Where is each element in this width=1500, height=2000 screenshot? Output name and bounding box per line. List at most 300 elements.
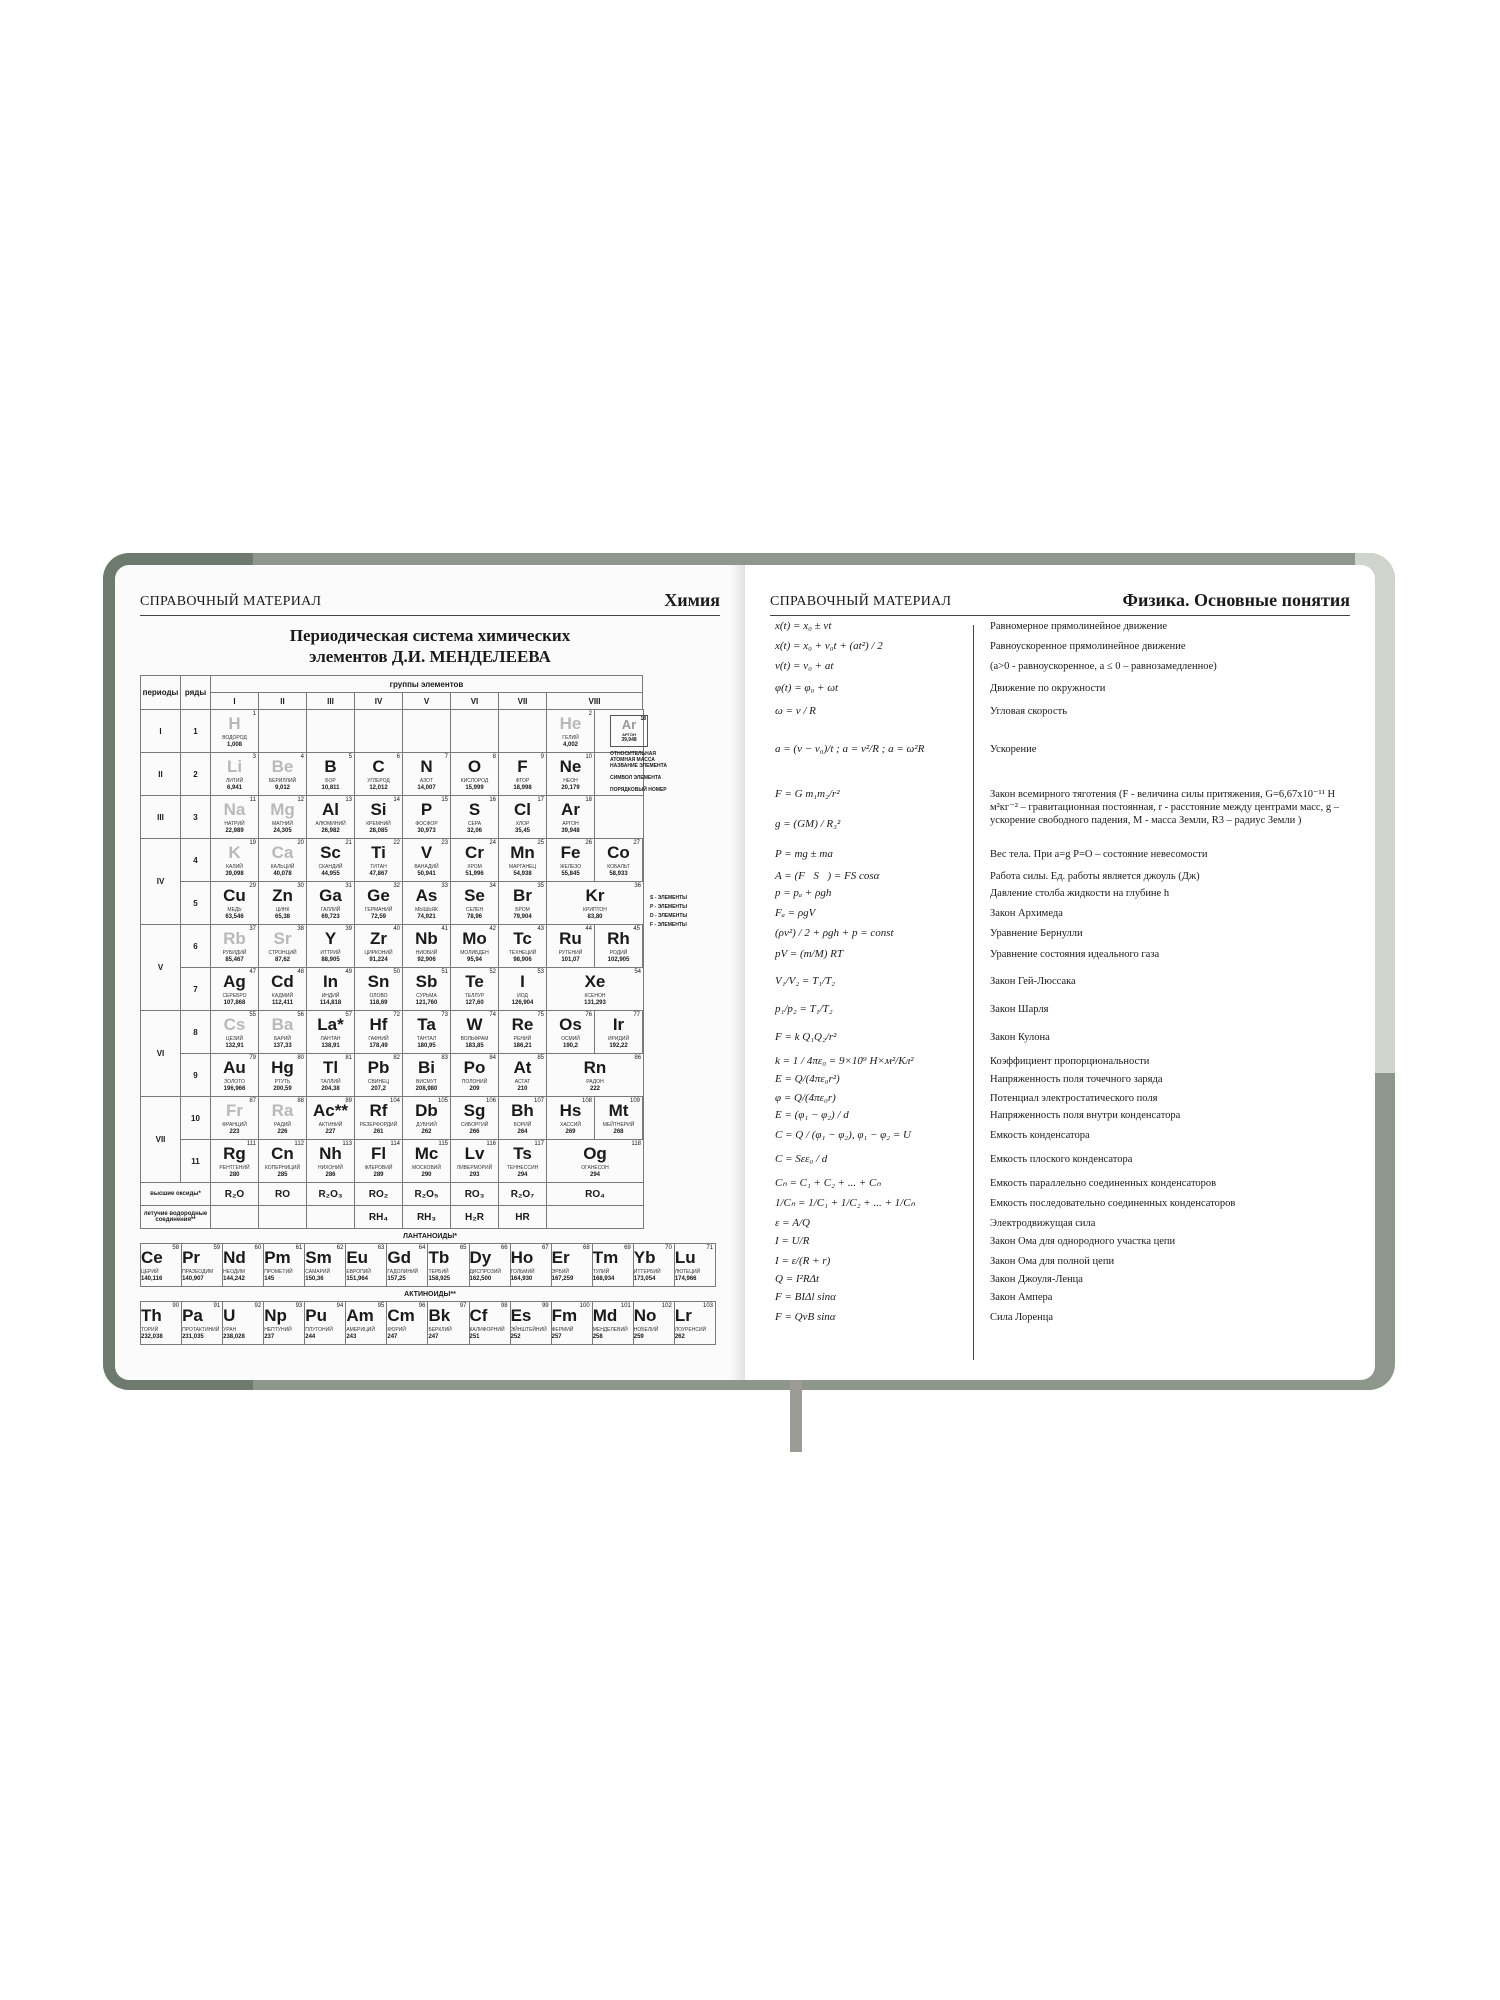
row-label: 1 [181, 710, 211, 753]
atomic-number: 7 [444, 754, 448, 760]
element-symbol: Xe [584, 972, 606, 991]
physics-description: Закон всемирного тяготения (F - величина силы притяжения, G=6,67x10⁻¹¹ Н м²кг⁻² – гравитационная постоянная, r - расстояние между центрами масс, g – ускорение свободного падения, М - масса Земли, R3 – радиус Земли ) [990, 789, 1339, 826]
element-name: БАРИЙ [273, 1036, 292, 1042]
atomic-number: 50 [393, 969, 400, 975]
oxides-label: высшие оксиды* [141, 1183, 211, 1206]
row-label: 7 [181, 968, 211, 1011]
atomic-number: 29 [249, 883, 256, 889]
legend-caption: ОТНОСИТЕЛЬНАЯ АТОМНАЯ МАССА [610, 751, 656, 763]
element-symbol: Pu [305, 1306, 327, 1325]
element-cell [547, 1097, 594, 1139]
atomic-number: 58 [172, 1245, 180, 1251]
hydrides-formula [259, 1206, 307, 1229]
element-cell [403, 753, 450, 795]
physics-formula: V₁/V₂ = T₁/T₂ [775, 975, 836, 987]
atomic-mass: 22,989 [225, 828, 244, 834]
physics-description: Равноускоренное прямолинейное движение [990, 641, 1186, 652]
element-name: ТЕРБИЙ [428, 1269, 449, 1275]
element-cell [355, 839, 402, 881]
element-name: БОР [325, 778, 336, 784]
element-name: УРАН [223, 1327, 237, 1333]
element-symbol: Mt [608, 1101, 629, 1120]
element-name: ПЛУТОНИЙ [305, 1327, 333, 1333]
element-cell [182, 1244, 222, 1286]
oxides-formula: R₂O₃ [307, 1183, 355, 1206]
atomic-number: 30 [297, 883, 304, 889]
element-cell [593, 1302, 633, 1344]
physics-formula: E = Q/(4πε₀r²) [775, 1073, 840, 1085]
element-cell [547, 753, 594, 795]
element-cell [223, 1302, 263, 1344]
physics-formula: E = (φ₁ − φ₂) / d [775, 1109, 849, 1121]
element-name: АЗОТ [419, 778, 434, 784]
element-symbol: Er [551, 1248, 570, 1267]
element-symbol: Y [324, 929, 337, 948]
element-name: АКТИНИЙ [318, 1122, 343, 1128]
element-symbol: Ir [612, 1015, 625, 1034]
element-name: ВОДОРОД [222, 735, 247, 741]
element-symbol: Yb [633, 1248, 656, 1267]
element-name: МОСКОВИЙ [412, 1165, 441, 1171]
atomic-number: 32 [393, 883, 400, 889]
element-symbol: Bk [428, 1306, 451, 1325]
physics-formula: k = 1 / 4πε₀ = 9×10⁹ Н×м²/Кл² [775, 1055, 914, 1067]
element-cell [387, 1244, 427, 1286]
groups-header: группы элементов [211, 676, 643, 693]
element-name: НИОБИЙ [415, 950, 438, 956]
period-label: VII [141, 1097, 181, 1183]
atomic-number: 62 [336, 1245, 344, 1251]
periodic-table [140, 675, 644, 1229]
element-cell [451, 968, 498, 1010]
element-name: ПРОМЕТИЙ [264, 1269, 293, 1275]
atomic-number: 68 [583, 1245, 590, 1251]
element-name: РУБИДИЙ [222, 950, 247, 956]
element-symbol: Db [415, 1101, 438, 1120]
atomic-number: 99 [541, 1303, 549, 1309]
legend-sample-symbol: Ar [621, 717, 637, 732]
element-cell [595, 1097, 642, 1139]
physics-description: Вес тела. При a=g P=O – состояние невесомости [990, 849, 1208, 860]
element-name: ЛИТИЙ [225, 778, 244, 784]
atomic-mass: 167,259 [551, 1276, 574, 1282]
element-name: КАДМИЙ [271, 993, 294, 999]
element-cell [387, 1302, 427, 1344]
element-symbol: Kr [585, 886, 605, 905]
element-cell [451, 839, 498, 881]
oxides-formula: RO₂ [355, 1183, 403, 1206]
element-name: ИТТЕРБИЙ [633, 1269, 661, 1275]
element-cell [211, 710, 258, 752]
atomic-mass: 285 [277, 1172, 288, 1178]
physics-formula: F = BIΔl sinα [775, 1291, 836, 1303]
element-symbol: Si [370, 800, 387, 819]
atomic-mass: 54,938 [513, 871, 532, 877]
element-cell [355, 1140, 402, 1182]
element-name: ЦЕЗИЙ [225, 1036, 244, 1042]
element-cell [307, 925, 354, 967]
atomic-mass: 9,012 [274, 785, 290, 791]
element-cell [547, 1011, 594, 1053]
element-name: КРИПТОН [583, 907, 607, 913]
element-symbol: At [513, 1058, 532, 1077]
element-name: БРОМ [515, 907, 530, 913]
element-name: СВИНЕЦ [367, 1079, 390, 1085]
element-name: НЕПТУНИЙ [264, 1327, 292, 1333]
atomic-mass: 88,905 [321, 957, 340, 963]
element-symbol: Ac** [313, 1101, 348, 1120]
row-label: 6 [181, 925, 211, 968]
element-symbol: Br [513, 886, 532, 905]
periodic-table-title-line-2: элементов Д.И. МЕНДЕЛЕЕВА [309, 647, 551, 666]
hydrides-formula [547, 1206, 644, 1229]
atomic-mass: 50,941 [417, 871, 436, 877]
element-symbol: O [467, 757, 482, 776]
oxides-formula: R₂O [211, 1183, 259, 1206]
physics-formula: A = (F⃗S⃗) = FS cosα [775, 870, 880, 882]
atomic-mass: 40,078 [273, 871, 292, 877]
atomic-mass: 55,845 [561, 871, 580, 877]
physics-description: Работа силы. Ед. работы является джоуль (Дж) [990, 871, 1200, 882]
element-cell [141, 1244, 181, 1286]
element-cell [499, 839, 546, 881]
physics-formula: p₁/p₂ = T₁/T₂ [775, 1003, 833, 1015]
physics-formula: g = (GM) / R₃² [775, 818, 841, 830]
element-symbol: Eu [346, 1248, 369, 1267]
element-name: ВИСМУТ [416, 1079, 437, 1085]
element-name: ВОЛЬФРАМ [460, 1036, 489, 1042]
element-cell [307, 1011, 354, 1053]
physics-description: Уравнение состояния идеального газа [990, 949, 1160, 960]
atomic-number: 26 [585, 840, 592, 846]
atomic-number: 87 [249, 1098, 256, 1104]
element-name: КЮРИЙ [387, 1327, 406, 1333]
element-symbol: K [228, 843, 241, 862]
periodic-table-title-line-1: Периодическая система химических [289, 626, 571, 645]
group-label: VII [499, 693, 547, 710]
atomic-number: 48 [297, 969, 304, 975]
element-symbol: Pm [264, 1248, 291, 1267]
element-symbol: He [559, 714, 582, 733]
atomic-number: 72 [393, 1012, 400, 1018]
element-symbol: La* [317, 1015, 344, 1034]
atomic-number: 37 [249, 926, 256, 932]
atomic-number: 1 [252, 711, 256, 717]
atomic-mass: 280 [229, 1172, 240, 1178]
atomic-number: 116 [486, 1141, 496, 1147]
atomic-number: 3 [252, 754, 256, 760]
legend-sample-number: 18 [640, 716, 646, 722]
atomic-mass: 87,62 [274, 957, 290, 963]
atomic-number: 14 [393, 797, 400, 803]
atomic-mass: 158,925 [428, 1276, 451, 1282]
atomic-mass: 262 [421, 1129, 432, 1135]
physics-formula: F = k Q₁Q₂/r² [775, 1031, 837, 1043]
element-cell [547, 1054, 643, 1096]
physics-formula: Cₙ = C₁ + C₂ + ... + Cₙ [775, 1177, 881, 1189]
physics-formula: ε = A/Q [775, 1217, 810, 1229]
atomic-mass: 210 [517, 1086, 528, 1092]
physics-formula: (ρv²) / 2 + ρgh + p = const [775, 927, 894, 939]
atomic-mass: 262 [674, 1334, 685, 1340]
atomic-mass: 157,25 [387, 1276, 406, 1282]
atomic-number: 12 [297, 797, 304, 803]
element-cell [552, 1244, 592, 1286]
element-symbol: C [372, 757, 385, 776]
element-cell [547, 839, 594, 881]
element-cell [593, 1244, 633, 1286]
atomic-number: 115 [438, 1141, 448, 1147]
atomic-number: 59 [213, 1245, 221, 1251]
legend-sample-cell [610, 715, 648, 747]
physics-description: Емкость плоского конденсатора [990, 1154, 1133, 1165]
atomic-mass: 223 [229, 1129, 240, 1135]
physics-formula: Fₐ = ρgV [775, 907, 816, 919]
physics-description: Закон Ома для полной цепи [990, 1256, 1115, 1267]
atomic-number: 117 [534, 1141, 544, 1147]
atomic-number: 75 [537, 1012, 544, 1018]
element-cell [211, 839, 258, 881]
element-symbol: Ca [271, 843, 294, 862]
element-cell [451, 882, 498, 924]
period-label: II [141, 753, 181, 796]
actinides-table [140, 1301, 716, 1345]
atomic-number: 67 [541, 1245, 549, 1251]
element-cell [259, 1054, 306, 1096]
period-label: IV [141, 839, 181, 925]
element-symbol: S [468, 800, 481, 819]
element-name: ОЛОВО [369, 993, 388, 999]
atomic-number: 23 [441, 840, 448, 846]
atomic-mass: 65,38 [274, 914, 290, 920]
atomic-number: 41 [441, 926, 448, 932]
atomic-mass: 102,905 [607, 957, 630, 963]
row-label: 9 [181, 1054, 211, 1097]
element-symbol: B [324, 757, 337, 776]
atomic-mass: 232,038 [141, 1334, 163, 1340]
element-symbol: Tl [322, 1058, 339, 1077]
element-cell [595, 925, 642, 967]
element-symbol: Pb [367, 1058, 390, 1077]
atomic-number: 18 [585, 797, 592, 803]
atomic-mass: 126,904 [511, 1000, 534, 1006]
atomic-number: 66 [500, 1245, 508, 1251]
element-name: ХАССИЙ [560, 1122, 581, 1128]
element-symbol: Os [559, 1015, 582, 1034]
element-cell [499, 796, 546, 838]
element-cell [428, 1244, 468, 1286]
hydrides-formula [211, 1206, 259, 1229]
atomic-number: 52 [489, 969, 496, 975]
element-symbol: Cu [223, 886, 246, 905]
element-symbol: Es [510, 1306, 532, 1325]
period-label: VI [141, 1011, 181, 1097]
atomic-number: 69 [624, 1245, 631, 1251]
atomic-number: 33 [441, 883, 448, 889]
element-symbol: Tb [428, 1248, 450, 1267]
element-name: ДУБНИЙ [416, 1122, 437, 1128]
atomic-mass: 252 [510, 1334, 521, 1340]
atomic-number: 109 [629, 1098, 640, 1104]
element-symbol: Rh [607, 929, 630, 948]
atomic-number: 60 [254, 1245, 262, 1251]
element-name: АМЕРИЦИЙ [346, 1327, 375, 1333]
element-name: ГАФНИЙ [368, 1036, 389, 1042]
atomic-number: 44 [585, 926, 592, 932]
element-cell [259, 839, 306, 881]
element-cell [211, 753, 258, 795]
atomic-number: 76 [585, 1012, 592, 1018]
element-symbol: Og [583, 1144, 607, 1163]
element-symbol: Md [592, 1306, 618, 1325]
element-name: ХРОМ [467, 864, 482, 870]
left-page-header [140, 585, 720, 616]
physics-description: Закон Шарля [990, 1004, 1049, 1015]
element-cell [547, 925, 594, 967]
element-symbol: Tc [513, 929, 532, 948]
atomic-mass: 18,998 [513, 785, 532, 791]
element-symbol: Ar [561, 800, 580, 819]
legend-caption: СИМВОЛ ЭЛЕМЕНТА [610, 775, 662, 781]
element-cell [259, 796, 306, 838]
atomic-number: 61 [295, 1245, 303, 1251]
group-label: V [403, 693, 451, 710]
element-cell [403, 839, 450, 881]
atomic-number: 36 [634, 883, 641, 889]
element-symbol: Tm [592, 1248, 619, 1267]
atomic-number: 49 [345, 969, 352, 975]
physics-formula: C = Q / (φ₁ − φ₂), φ₁ − φ₂ = U [775, 1129, 911, 1141]
atomic-number: 73 [441, 1012, 448, 1018]
atomic-mass: 294 [517, 1172, 528, 1178]
element-name: РАДИЙ [273, 1122, 292, 1128]
element-cell [403, 796, 450, 838]
element-cell [428, 1302, 468, 1344]
element-name: НЕОДИМ [223, 1269, 245, 1275]
element-name: БОРИЙ [513, 1122, 532, 1128]
element-name: ЛОУРЕНСИЙ [674, 1327, 707, 1333]
element-name: ТАНТАЛ [416, 1036, 437, 1042]
block-legend-item: D - ЭЛЕМЕНТЫ [650, 913, 688, 919]
atomic-mass: 107,868 [223, 1000, 246, 1006]
atomic-number: 81 [345, 1055, 352, 1061]
atomic-mass: 151,964 [346, 1276, 369, 1282]
atomic-mass: 51,996 [465, 871, 484, 877]
element-name: РЕЗЕРФОРДИЙ [359, 1122, 398, 1128]
physics-description: Емкость последовательно соединенных конденсаторов [990, 1198, 1236, 1209]
oxides-formula: RO₃ [451, 1183, 499, 1206]
element-name: НАТРИЙ [224, 821, 245, 827]
atomic-number: 83 [441, 1055, 448, 1061]
element-symbol: Am [346, 1306, 374, 1325]
lanthanides-label: ЛАНТАНОИДЫ* [402, 1233, 457, 1240]
element-cell [511, 1244, 551, 1286]
atomic-number: 39 [345, 926, 352, 932]
atomic-mass: 39,948 [561, 828, 580, 834]
atomic-mass: 91,224 [369, 957, 388, 963]
element-cell [211, 1011, 258, 1053]
element-name: СУРЬМА [416, 993, 437, 999]
atomic-mass: 294 [589, 1172, 600, 1178]
physics-formula: I = U/R [775, 1235, 810, 1247]
element-name: СЕРА [467, 821, 482, 827]
element-cell [355, 796, 402, 838]
element-symbol: Na [223, 800, 246, 819]
element-symbol: Rn [583, 1058, 607, 1077]
element-cell [675, 1244, 715, 1286]
element-cell [499, 1011, 546, 1053]
atomic-mass: 32,06 [466, 828, 482, 834]
atomic-mass: 238,028 [223, 1334, 245, 1340]
physics-description: Равномерное прямолинейное движение [990, 621, 1168, 632]
atomic-mass: 44,955 [321, 871, 340, 877]
atomic-number: 31 [345, 883, 352, 889]
atomic-number: 27 [633, 840, 640, 846]
element-name: ОГАНЕСОН [581, 1165, 609, 1171]
element-symbol: Hg [271, 1058, 294, 1077]
element-cell [307, 753, 354, 795]
atomic-number: 95 [377, 1303, 385, 1309]
atomic-mass: 4,002 [562, 742, 578, 748]
atomic-number: 15 [441, 797, 448, 803]
element-name: НЕОН [563, 778, 578, 784]
element-symbol: Ho [510, 1248, 534, 1267]
atomic-mass: 72,59 [370, 914, 386, 920]
element-symbol: V [420, 843, 433, 862]
atomic-number: 100 [579, 1303, 590, 1309]
atomic-number: 90 [172, 1303, 180, 1309]
period-label: V [141, 925, 181, 1011]
element-symbol: I [520, 972, 525, 991]
element-name: ПРАЗЕОДИМ [182, 1269, 214, 1275]
atomic-mass: 58,933 [609, 871, 628, 877]
element-symbol: H [228, 714, 241, 733]
legend-caption: НАЗВАНИЕ ЭЛЕМЕНТА [610, 763, 667, 769]
element-name: ГАДОЛИНИЙ [387, 1269, 419, 1275]
atomic-number: 105 [437, 1098, 448, 1104]
physics-description: Закон Гей-Люссака [990, 976, 1076, 987]
hydrides-formula: RH₃ [403, 1206, 451, 1229]
physics-formula: a = (v − v₀)/t ; a = v²/R ; a = ω²R [775, 743, 925, 755]
element-name: КОПЕРНИЦИЙ [264, 1165, 301, 1171]
element-cell [499, 753, 546, 795]
element-symbol: Po [463, 1058, 486, 1077]
atomic-mass: 247 [428, 1334, 439, 1340]
element-cell [223, 1244, 263, 1286]
physics-formula: P = mg ± ma [775, 848, 833, 860]
element-symbol: Sg [463, 1101, 486, 1120]
element-name: УГЛЕРОД [367, 778, 390, 784]
element-symbol: Cn [271, 1144, 294, 1163]
element-cell [355, 710, 402, 752]
element-symbol: Mg [270, 800, 295, 819]
element-symbol: Ba [271, 1015, 294, 1034]
element-cell [403, 968, 450, 1010]
atomic-mass: 14,007 [417, 785, 436, 791]
atomic-number: 65 [459, 1245, 467, 1251]
periodic-table-title [115, 625, 745, 667]
element-symbol: Dy [469, 1248, 492, 1267]
element-name: ЛАНТАН [320, 1036, 341, 1042]
element-symbol: Ra [271, 1101, 294, 1120]
element-cell [211, 925, 258, 967]
element-cell [307, 796, 354, 838]
group-label: VIII [547, 693, 643, 710]
atomic-number: 17 [537, 797, 544, 803]
element-name: НОБЕЛИЙ [633, 1327, 659, 1333]
atomic-mass: 209 [469, 1086, 480, 1092]
element-symbol: Th [141, 1306, 162, 1325]
